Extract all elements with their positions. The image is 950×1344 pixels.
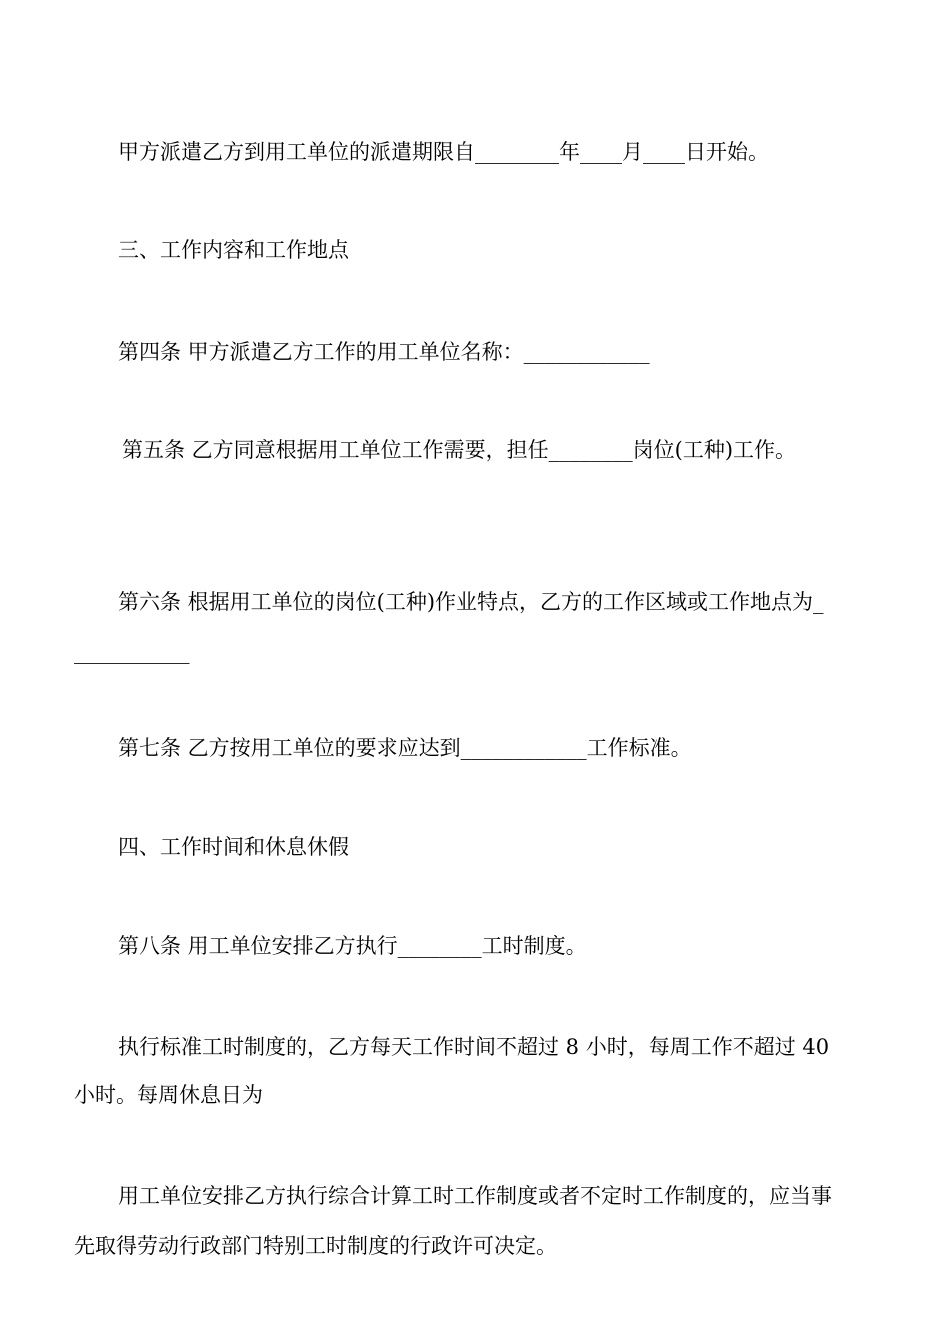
article-eight-line: 第八条 用工单位安排乙方执行________工时制度。 xyxy=(118,934,587,958)
article-six-continuation: ___________ xyxy=(74,640,190,664)
standard-hours-line-2: 小时。每周休息日为 xyxy=(74,1083,263,1107)
section-four-heading: 四、工作时间和休息休假 xyxy=(118,835,349,859)
article-six-line: 第六条 根据用工单位的岗位(工种)作业特点，乙方的工作区域或工作地点为_ xyxy=(118,590,824,614)
section-three-heading: 三、工作内容和工作地点 xyxy=(118,238,349,262)
article-four-line: 第四条 甲方派遣乙方工作的用工单位名称：____________ xyxy=(118,340,650,364)
article-five-line: 第五条 乙方同意根据用工单位工作需要，担任________岗位(工种)工作。 xyxy=(122,438,797,462)
standard-hours-line-1: 执行标准工时制度的，乙方每天工作时间不超过 8 小时，每周工作不超过 40 xyxy=(118,1035,830,1059)
special-hours-line-1: 用工单位安排乙方执行综合计算工时工作制度或者不定时工作制度的，应当事 xyxy=(118,1184,832,1208)
article-seven-line: 第七条 乙方按用工单位的要求应达到____________工作标准。 xyxy=(118,736,692,760)
dispatch-period-line: 甲方派遣乙方到用工单位的派遣期限自________年____月____日开始。 xyxy=(118,140,769,164)
special-hours-line-2: 先取得劳动行政部门特别工时制度的行政许可决定。 xyxy=(74,1234,557,1258)
